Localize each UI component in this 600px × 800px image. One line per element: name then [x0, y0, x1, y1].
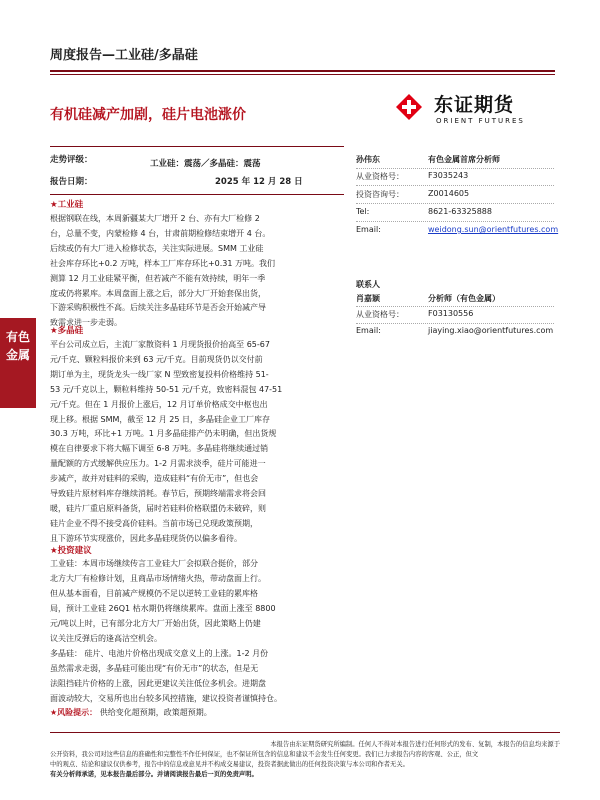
tel-label: Tel:: [356, 207, 370, 216]
analyst-name: 孙伟东: [356, 155, 380, 164]
para-line: 度或仍将累库。本周盘面上涨之后，部分大厂开始套保出货，: [50, 288, 266, 298]
logo-text-en: ORIENT FUTURES: [436, 117, 525, 125]
para-line: 北方大厂有检修计划，且商品市场情绪火热，带动盘面上行。: [50, 573, 266, 583]
contact-qual-label: 从业资格号：: [356, 310, 404, 319]
para-line: 多晶硅： 硅片、电池片价格出现成交意义上的上涨。1-2 月份: [50, 649, 269, 658]
dotted-divider: [356, 168, 554, 169]
risk-heading: ★风险提示：: [50, 708, 98, 717]
polysilicon-paragraph: [50, 338, 340, 547]
para-line: 测算 12 月工业硅紧平衡，但若减产不能有效持续，明年一季: [50, 273, 266, 283]
para-line: 议关注反弹后的逢高沽空机会。: [50, 633, 162, 643]
analyst-title: 有色金属首席分析师: [428, 155, 500, 164]
para-line: 后续或仍有大厂进入检修状态，关注实际进展。SMM 工业硅: [50, 243, 264, 253]
rating-divider-bottom: [50, 194, 344, 195]
sector-side-label: [0, 328, 36, 364]
para-line: 致需求进一步走弱。: [50, 318, 122, 328]
footer-divider: [50, 732, 560, 733]
para-line: 元/吨以上时，已有部分北方大厂开始出货，因此策略上仍建: [50, 618, 261, 628]
dotted-divider: [356, 185, 554, 186]
report-title: 有机硅减产加剧，硅片电池涨价: [50, 107, 246, 123]
industrial-si-paragraph: [50, 212, 340, 331]
para-line: 导致硅片原材料库存继续消耗。春节后，预期终端需求将会回: [50, 489, 266, 499]
section-heading-industrial-si: ★工业硅: [50, 200, 84, 210]
contact-email-label: Email:: [356, 326, 381, 335]
para-line: 量配额的方式缓解供应压力。1-2 月需求淡季，硅片可能进一: [50, 459, 266, 469]
para-line: 虽然需求走弱，多晶硅可能出现“有价无市”的状态，但是无: [50, 663, 259, 673]
disclaimer-line: 公开资料，我公司对这些信息的准确性和完整性不作任何保证，也不保证所包含的信息和建议不会发生任何变更。我们已力求报告内容的客观、公正，但文: [50, 751, 479, 758]
report-series-title: 周度报告—工业硅/多晶硅: [50, 48, 198, 63]
rating-divider-top: [50, 146, 344, 147]
section-heading-advice: ★投资建议: [50, 546, 92, 556]
contact-heading: 联系人: [356, 280, 380, 289]
para-line: 但从基本面看，目前减产规模仍不足以逆转工业硅的累库格: [50, 588, 258, 598]
header-divider: [50, 70, 555, 72]
para-line: 现上移。根据 SMM，截至 12 月 25 日，多晶硅企业工厂库存: [50, 414, 270, 424]
para-line: 面波动较大，交易所也出台较多风控措施，建议投资者谨慎持仓。: [50, 693, 282, 703]
advice-poly-paragraph: [50, 647, 340, 707]
disclaimer-line: 本报告由东证期货研究所编制。任何人不得对本报告进行任何形式的发布、复制，本报告的信息均来源于: [270, 741, 560, 748]
para-line: 根据钢联在线，本周新疆某大厂增开 2 台、亦有大厂检修 2: [50, 214, 260, 223]
risk-text: 供给变化超预期，政策超预期。: [99, 708, 212, 717]
email-label: Email:: [356, 225, 381, 234]
para-line: 30.3 万吨，环比+1 万吨。1 月多晶硅排产仍未明确，但出货规: [50, 429, 277, 439]
advice-si-paragraph: [50, 557, 340, 646]
contact-name: 肖嘉颖: [356, 294, 380, 303]
analyst-qual-number: F3035243: [428, 171, 469, 180]
para-line: 工业硅：本周市场继续传言工业硅大厂会拟联合挺价，部分: [50, 559, 258, 568]
para-line: 53 元/千克以上，颗粒料维持 50-51 元/千克，致密料混包 47-51: [50, 384, 283, 394]
disclaimer-line: 有关分析师承诺，见本报告最后部分。并请阅读报告最后一页的免责声明。: [50, 771, 258, 778]
para-line: 台，总量不变，内蒙检修 4 台，甘肃前期检修结束增开 4 台。: [50, 228, 271, 238]
qual-label: 从业资格号：: [356, 172, 404, 181]
sector-side-line-1: 有色: [5, 330, 30, 344]
sector-side-line-2: 金属: [5, 348, 30, 362]
para-line: 元/千克。但在 1 月报价上涨后，12 月订单价格成交中枢也出: [50, 399, 268, 409]
para-line: 期订单为主，现货龙头一线厂家 N 型致密复投料价格维持 51-: [50, 369, 269, 379]
contact-qual-number: F03130556: [428, 309, 474, 318]
disclaimer-line: 中的观点、结论和建议仅供参考，报告中的信息或意见并不构成交易建议，投资者据此做出的任何投资决策与本公司和作者无关。: [50, 761, 409, 768]
analyst-email-link[interactable]: weidong.sun@orientfutures.com: [428, 225, 559, 234]
dotted-divider: [356, 323, 554, 324]
para-line: 模在自律要求下将大幅下调至 6-8 万吨。多晶硅将继续通过销: [50, 444, 269, 454]
para-line: 局，预计工业硅 26Q1 枯水期仍将继续累库。盘面上涨至 8800: [50, 603, 276, 613]
para-line: 且下游环节实现涨价，因此多晶硅现货仍以偏多看待。: [50, 533, 242, 543]
date-label: 报告日期：: [50, 177, 93, 187]
report-date: 2025 年 12 月 28 日: [215, 177, 303, 187]
para-line: 平台公司成立后，主流厂家散资料 1 月现货报价抬高至 65-67: [50, 340, 270, 349]
analyst-inv-number: Z0014605: [428, 189, 470, 198]
para-line: 硅片企业不得不接受高价硅料。当前市场已兑现政策预期，: [50, 518, 258, 528]
para-line: 暖，硅片厂重启原料备货，届时若硅料价格联盟仍未破碎，则: [50, 503, 266, 513]
para-line: 元/千克、颗粒料报价来到 63 元/千克。目前现货仍以交付前: [50, 354, 263, 364]
contact-email-link[interactable]: jiaying.xiao@orientfutures.com: [428, 326, 554, 335]
rating-value: 工业硅：震荡／多晶硅：震荡: [150, 159, 261, 169]
section-heading-polysilicon: ★多晶硅: [50, 326, 84, 336]
para-line: 法阻挡硅片价格的上涨，因此更建议关注低位多机会。进期盘: [50, 678, 266, 688]
dotted-divider: [356, 203, 554, 204]
header-divider-thin: [50, 74, 555, 75]
dotted-divider: [356, 306, 554, 307]
dotted-divider: [356, 221, 554, 222]
para-line: 社会库存环比+0.2 万吨，样本工厂库存环比+0.31 万吨。我们: [50, 258, 276, 268]
logo-text-cn: 东证期货: [434, 94, 515, 116]
analyst-tel: 8621-63325888: [428, 207, 492, 216]
para-line: 步减产，故并对硅料的采购，造成硅料“有价无市”，但也会: [50, 474, 259, 484]
inv-label: 投资咨询号：: [356, 190, 404, 199]
para-line: 下游采购积极性不高。后续关注多晶硅环节是否会开始减产导: [50, 303, 266, 313]
rating-label: 走势评级：: [50, 155, 93, 165]
orient-futures-logo: [388, 86, 568, 134]
logo-mark-icon: [396, 94, 422, 120]
contact-title: 分析师（有色金属）: [428, 294, 500, 303]
risk-note: [50, 707, 212, 718]
